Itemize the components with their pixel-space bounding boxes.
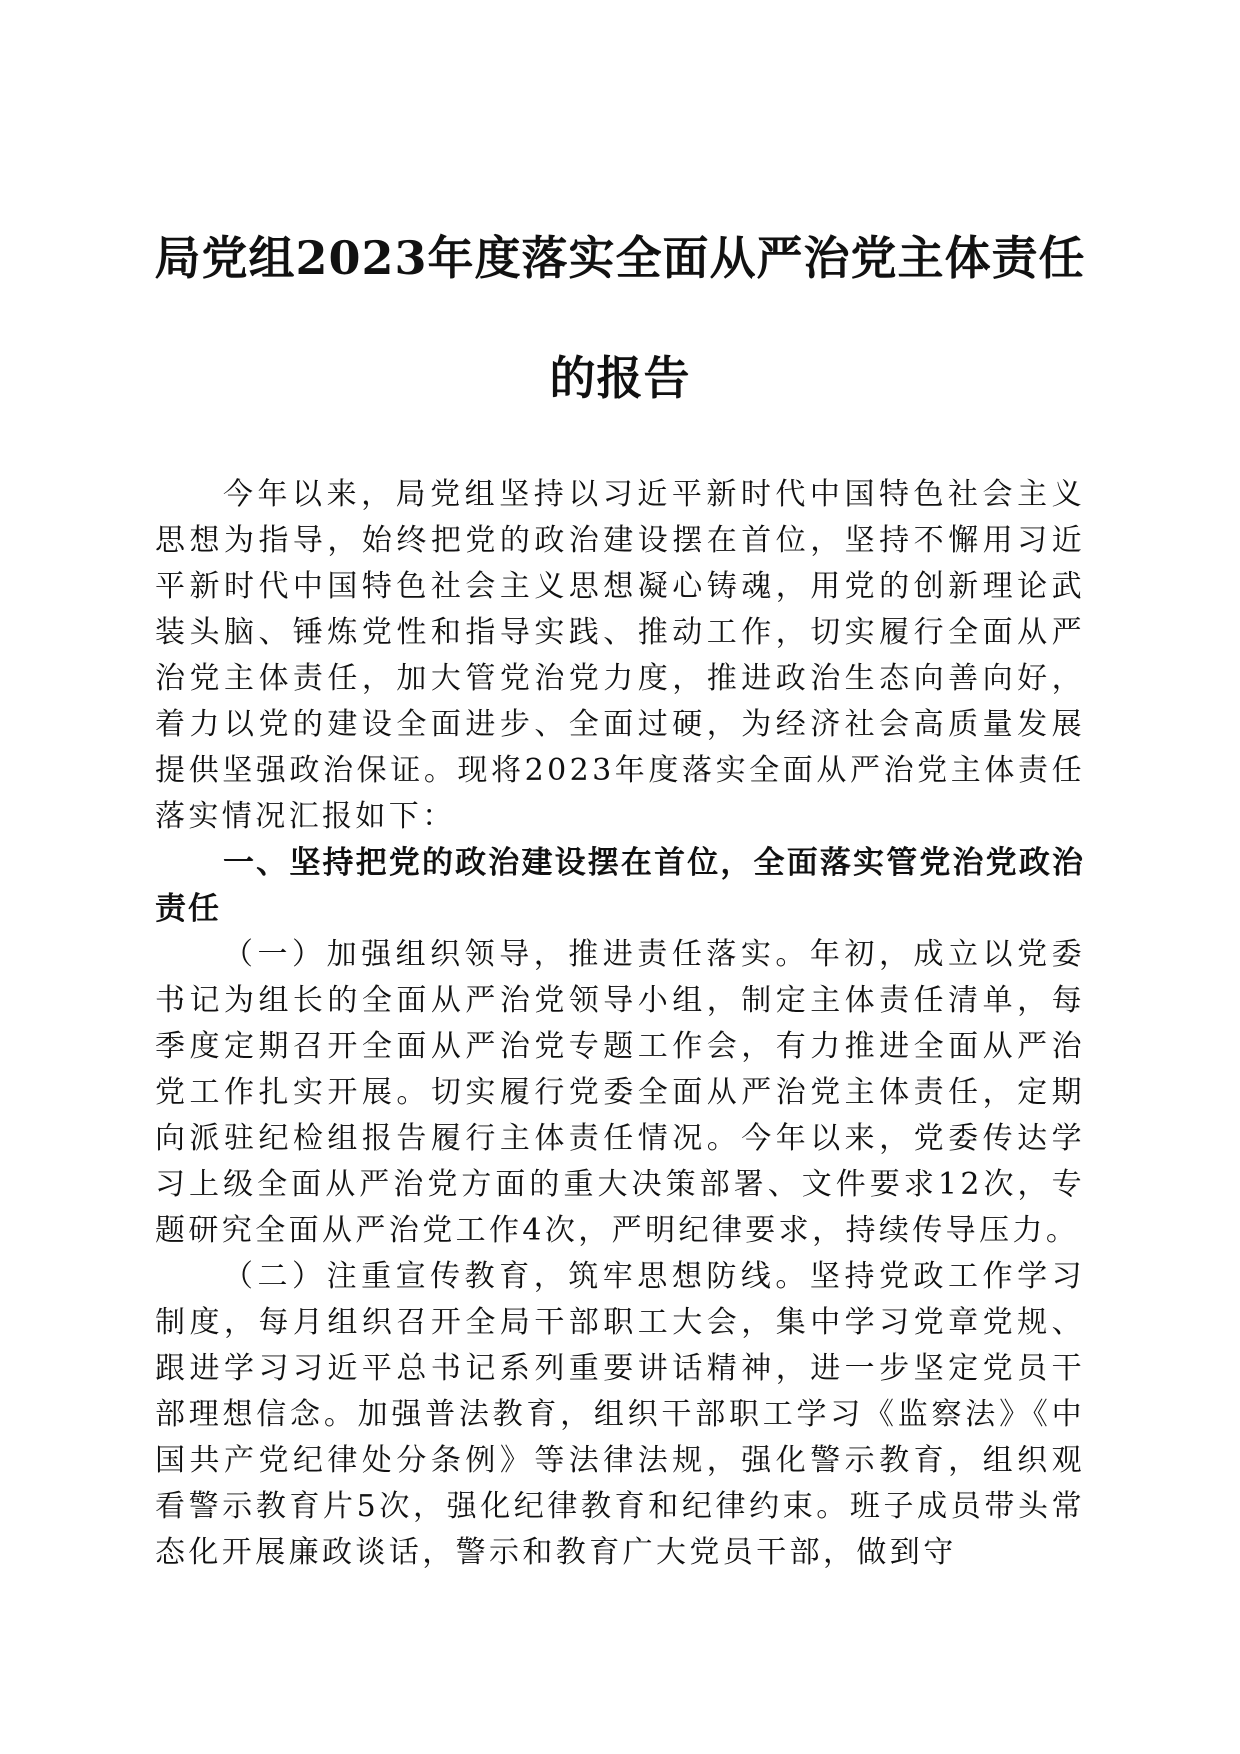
document-title-line-1: 局党组2023年度落实全面从严治党主体责任 [154, 231, 1086, 285]
intro-paragraph: 今年以来，局党组坚持以习近平新时代中国特色社会主义思想为指导，始终把党的政治建设摆在首位，坚持不懈用习近平新时代中国特色社会主义思想凝心铸魂，用党的创新理论武装头脑、锤炼党性和指导实践、推动工作，切实履行全面从严治党主体责任，加大管党治党力度，推进政治生态向善向好，着力以党的建设全面进步、全面过硬，为经济社会高质量发展提供坚强政治保证。现将2023年度落实全面从严治党主体责任落实情况汇报如下： [155, 477, 1085, 834]
document-title-line-2: 的报告 [549, 351, 691, 405]
section-1-item-2-paragraph: （二）注重宣传教育，筑牢思想防线。坚持党政工作学习制度，每月组织召开全局干部职工大会，集中学习党章党规、跟进学习习近平总书记系列重要讲话精神，进一步坚定党员干部理想信念。加强普法教育，组织干部职工学习《监察法》《中国共产党纪律处分条例》等法律法规，强化警示教育，组织观看警示教育片5次，强化纪律教育和纪律约束。班子成员带头常态化开展廉政谈话，警示和教育广大党员干部，做到守 [155, 1259, 1085, 1570]
section-1-item-1-paragraph: （一）加强组织领导，推进责任落实。年初，成立以党委书记为组长的全面从严治党领导小组，制定主体责任清单，每季度定期召开全面从严治党专题工作会，有力推进全面从严治党工作扎实开展。切实履行党委全面从严治党主体责任，定期向派驻纪检组报告履行主体责任情况。今年以来，党委传达学习上级全面从严治党方面的重大决策部署、文件要求12次，专题研究全面从严治党工作4次，严明纪律要求，持续传导压力。 [155, 937, 1085, 1248]
section-1-heading: 一、坚持把党的政治建设摆在首位，全面落实管党治党政治责任 [155, 845, 1085, 927]
document-body [155, 472, 1085, 1576]
